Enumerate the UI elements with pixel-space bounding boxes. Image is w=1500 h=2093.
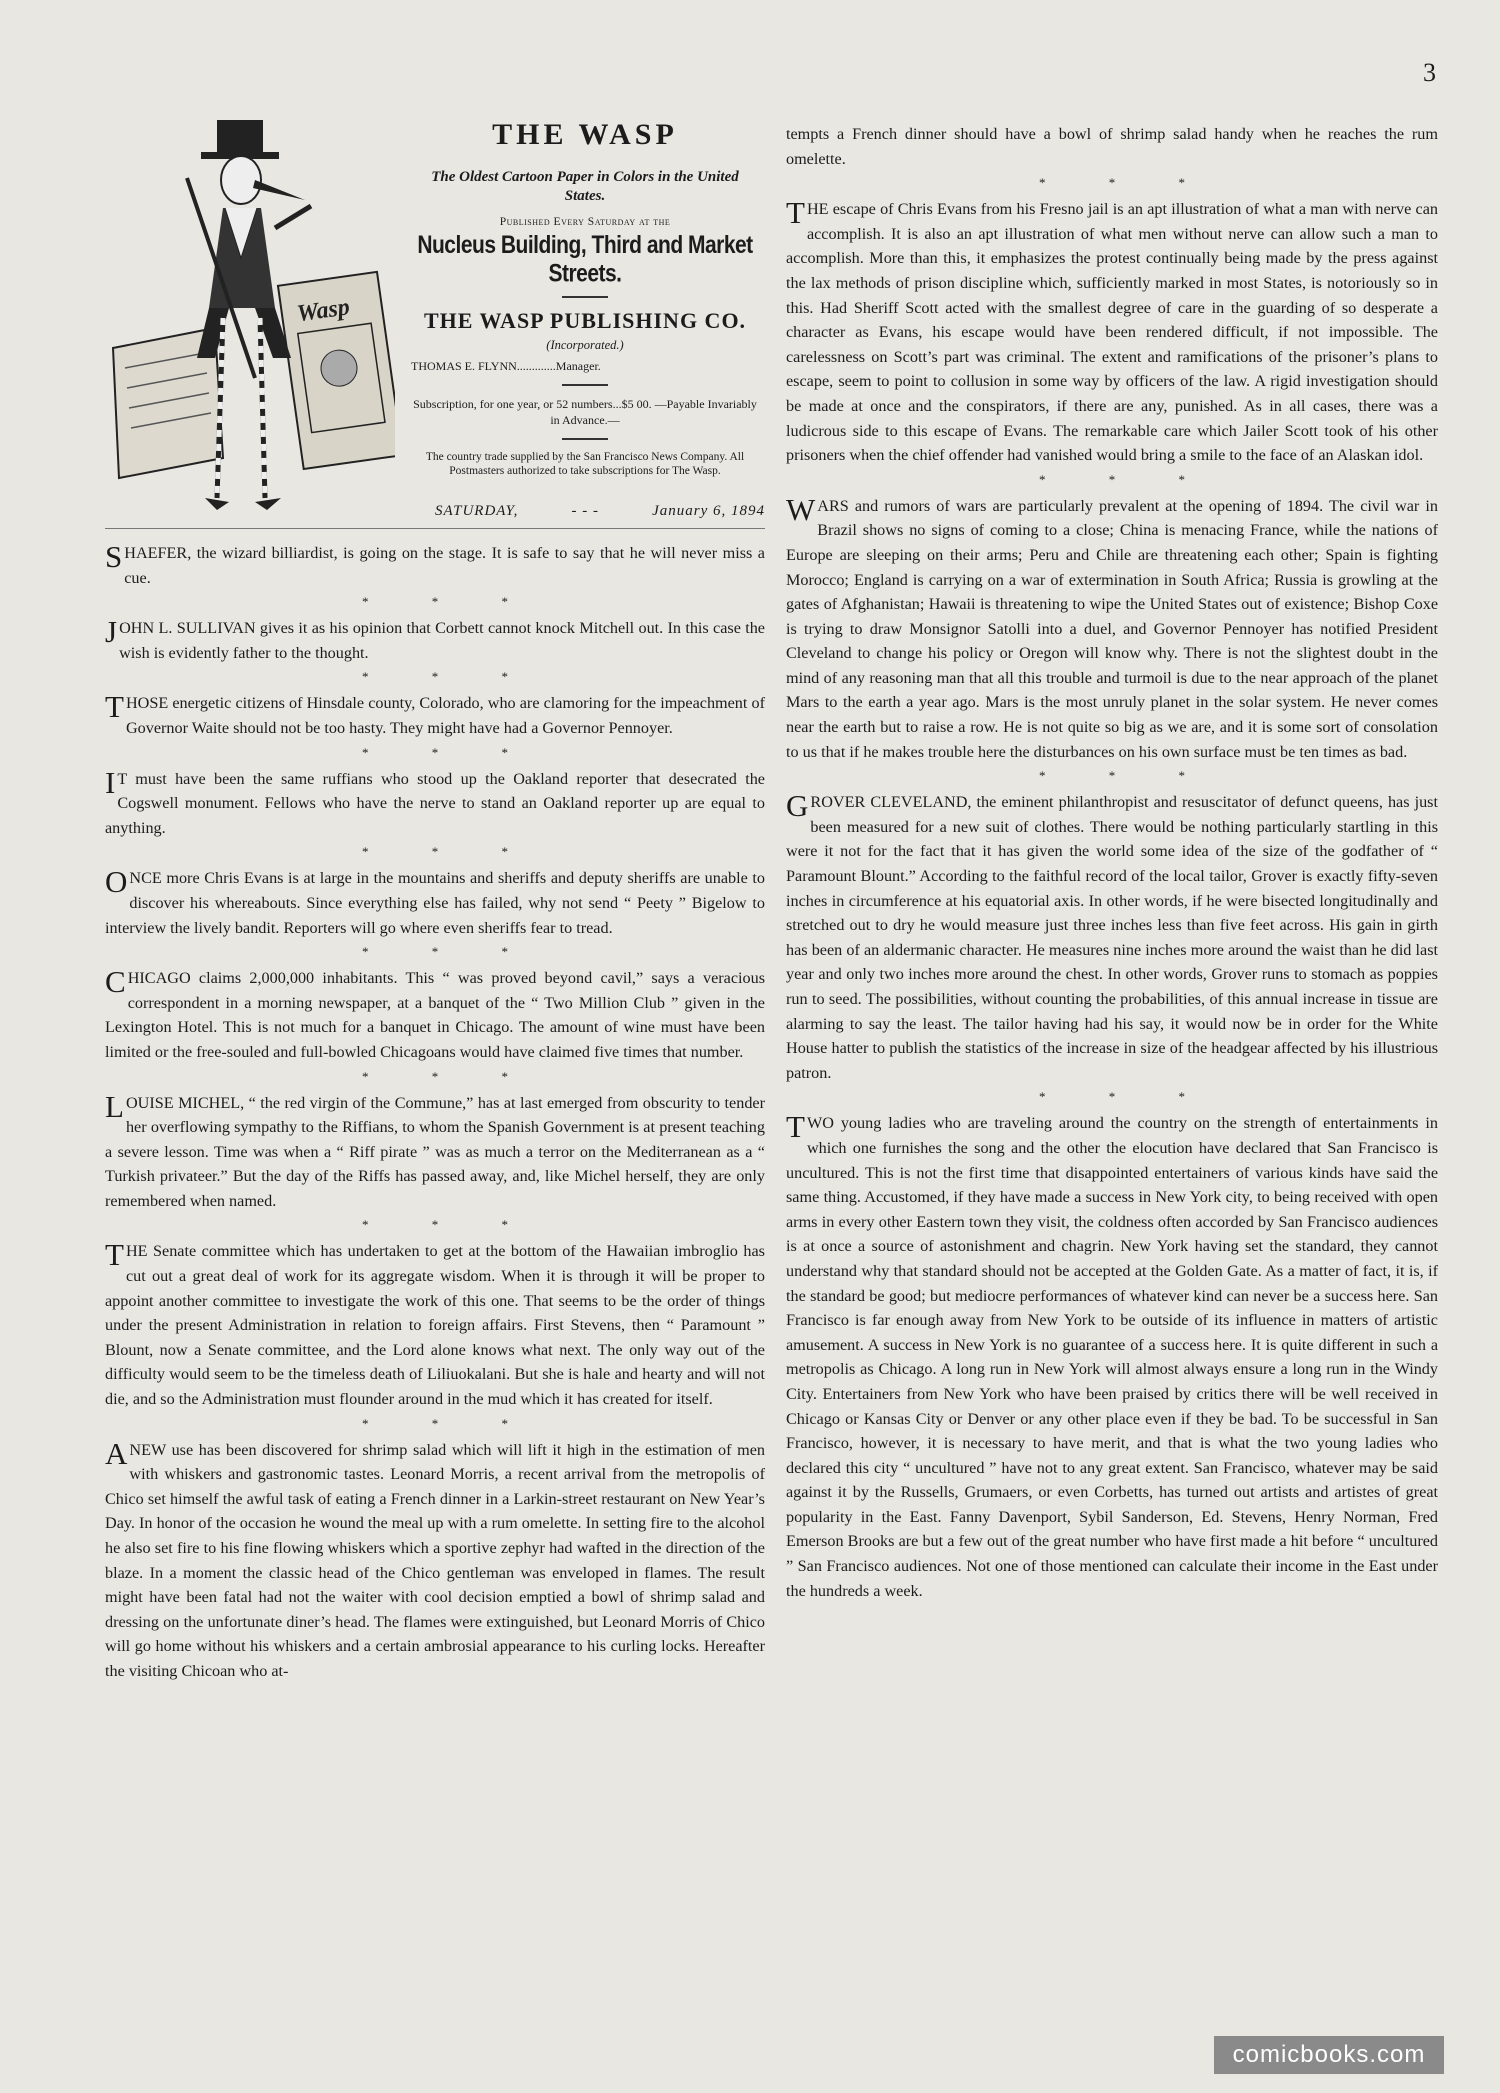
masthead-subscription: Subscription, for one year, or 52 numbers...$5 00. —Payable Invariably in Advance.—	[413, 397, 757, 427]
issue-date-value: January 6, 1894	[652, 503, 765, 519]
divider	[562, 296, 608, 298]
article-lead: ROVER CLEVELAND,	[810, 793, 972, 812]
article-text: escape of Chris Evans from his Fresno jail is an apt illustration of what a man with nerve can accomplish. It is also an apt illustration of what men without nerve can allow such a man to accomplish. More than this, it emphasizes the protest continually being made by the press against the lax methods of prison discipline which, sufficiently marked in most States, is notoriously so in this. Had Sheriff Scott acted with the smallest degree of care in the guarding of so desperate a character as Evans, his escape would have been rendered difficult, if not impossible. The carelessness on Scott’s part was criminal. The extent and ramifications of the prisoner’s plans to escape, seem to point to collusion in some way by officers of the law. A rigid investigation should be made at once and the conspirators, if there are any, punished. As in all cases, there was a ludicrous side to this escape of Evans. The remarkable care which Jailer Scott took of his other prisoners when the chief offender had vanished would bring a smile to the face of an Alaskan idol.	[786, 200, 1438, 465]
issue-date-dashes: - - -	[571, 503, 599, 519]
article-text: must have been the same ruffians who stood up the Oakland reporter that desecrated the Cogswell monument. Fellows who have the nerve to stand an Oakland reporter up are equal to anything.	[105, 769, 765, 837]
masthead-trade: The country trade supplied by the San Francisco News Company. All Postmasters authorized to take subscriptions for The Wasp.	[425, 451, 745, 477]
article-text: more Chris Evans is at large in the mountains and sheriffs and deputy sheriffs are unable to discover his whereabouts. Since everything else has failed, why not send “ Peety ” Bigelow to interview the lively bandit. Reporters will go where even sheriffs fear to tread.	[105, 869, 765, 937]
masthead	[105, 118, 765, 529]
drop-initial: G	[786, 788, 809, 824]
article-paragraph	[105, 541, 765, 590]
left-articles	[105, 541, 765, 1684]
masthead-company: THE WASP PUBLISHING CO.	[423, 308, 747, 333]
section-separator: * * *	[362, 744, 538, 760]
article-text: gives it as his opinion that Corbett cannot knock Mitchell out. In this case the wish is evidently father to the thought.	[119, 619, 765, 662]
masthead-text	[405, 118, 765, 484]
right-articles	[786, 173, 1438, 1603]
article-text: young ladies who are traveling around the country on the strength of entertainments in which one furnishes the song and the other the elocution have declared that San Francisco is uncultured. This is not the first time that disappointed entertainers of various kinds have said the same thing. Accustomed, if they have made a success in New York city, to being received with open arms in every other Eastern town they visit, the coldness often accorded by San Francisco audiences is at once a source of astonishment and chagrin. New York having set the standard, they cannot understand why that standard should not be accepted at the Golden Gate. As a matter of fact, it is, if the standard be good; but mediocre performances of whatever kind can never be a success here. San Francisco is far enough away from New York to be outside of its influence in matters of artistic amusement. A success in New York is no guarantee of a success here. It is quite different in such a metropolis as Chicago. A long run in New York will almost always ensure a long run in the Windy City. Entertainers from New York who have been praised by critics there will be well received in Chicago or Kansas City or Denver or any other place even if they be bad. To be successful in San Francisco, however, it is necessary to have merit, and that is what the two young ladies who declared this city “ uncultured ” have not to any great extent. San Francisco, whatever may be said against it by the Russells, Grumaers, or even Corbetts, has turned out artists and artistes of great popularity in the East. Fanny Davenport, Sybil Sanderson, Ed. Stevens, Henry Norman, Fred Emerson Brooks are but a few out of the great number who have first made a hit before “ uncultured ” San Francisco audiences. Not one of those mentioned can calculate their income in the East under the hundreds a week.	[786, 1114, 1438, 1600]
section-separator: * * *	[1039, 471, 1215, 487]
article-text: “ the red virgin of the Commune,” has at last emerged from obscurity to tender her overflowing sympathy to the Riffians, to whom the Spanish Government is at present teaching a severe lesson. Time was when a “ Riff pirate ” was as much a terror on the Mediterranean as a “ Turkish privateer.” But the day of the Riffs has passed away, and, like Michel herself, they are only remembered when named.	[105, 1093, 766, 1210]
issue-date-day: SATURDAY,	[435, 503, 519, 519]
section-separator: * * *	[1039, 1089, 1215, 1105]
section-separator: * * *	[362, 844, 538, 860]
masthead-address: Nucleus Building, Third and Market Streets.	[417, 231, 753, 288]
article-continuation: tempts a French dinner should have a bowl of shrimp salad handy when he reaches the rum omelette.	[786, 125, 1438, 168]
article-text: energetic citizens of Hinsdale county, Colorado, who are clamoring for the impeachment of Governor Waite should not be too hasty. They might have had a Governor Pennoyer.	[125, 694, 765, 737]
article-lead: ARS	[817, 496, 849, 515]
drop-initial: T	[105, 689, 124, 725]
drop-initial: L	[105, 1088, 124, 1124]
left-column	[105, 118, 765, 1684]
article-text: the eminent philanthropist and resuscitator of defunct queens, has just been measured for a new suit of clothes. There would be nothing particularly startling in this were it not for the fact that it has given the world some idea of the size of the godfather of “ Paramount Blount.” According to the faithful record of the local tailor, Grover is exactly fifty-seven inches in circumference at his equatorial axis. In other words, if he were bisected longitudinally and stretched out to dry he would measure just three inches less than five feet across. His gain in girth has been of an aldermanic character. He measures nine inches more around the waist than he did last year and only two inches more around the chest. In other words, Grover runs to stomach as poppies run to seed. The possibilities, without counting the probabilities, of this annual increase in tissue are alarming to say the least. The tailor having had his say, it would now be in order for the White House hatter to publish the statistics of the increase in size of the headgear affected by his illustrious patron.	[786, 793, 1438, 1082]
article-paragraph	[105, 1435, 765, 1684]
section-separator: * * *	[362, 1217, 538, 1233]
divider	[562, 384, 608, 386]
drop-initial: S	[105, 539, 123, 574]
divider	[562, 438, 608, 440]
article-paragraph	[786, 197, 1438, 468]
article-lead: HICAGO	[127, 969, 191, 988]
article-text: the wizard billiardist, is going on the stage. It is safe to say that he will never miss a cue.	[124, 544, 765, 587]
right-column	[786, 122, 1438, 1603]
svg-text:Wasp: Wasp	[295, 294, 352, 328]
issue-date	[435, 503, 765, 520]
article-lead: OUISE MICHEL,	[125, 1093, 245, 1112]
drop-initial: W	[786, 491, 816, 527]
drop-initial: T	[105, 1237, 124, 1273]
article-paragraph	[786, 790, 1438, 1085]
masthead-manager: THOMAS E. FLYNN.............Manager.	[411, 359, 601, 373]
article-text: and rumors of wars are particularly prevalent at the opening of 1894. The civil war in Brazil shows no signs of coming to a close; China is menacing France, while the nations of Europe are sleeping on their arms; Peru and Chile are threatening each other; Spain is fighting Morocco; England is carrying on a war of extermination in South Africa; Russia is growling at the gates of Afghanistan; Hawaii is threatening to wipe the United States out of existence; Bishop Coxe is trying to draw Monsignor Satolli into a duel, and Governor Pennoyer has notified President Cleveland to change his policy or Oregon will know why. There is not the slightest doubt in the mind of any reasoning man that all this trouble and turmoil is due to the near approach of the planet Mars to the earth a year ago. Mars is the most unruly planet in the solar system. He never comes near the earth but to raise a row. He is not quite so big as we are, and it is some sort of consolation to us that if he makes trouble here the disturbances on his own surface must be ten times as bad.	[786, 496, 1438, 761]
article-paragraph	[105, 866, 765, 940]
article-paragraph	[786, 491, 1438, 765]
wasp-mascot-cartoon	[105, 118, 395, 518]
drop-initial: T	[786, 195, 805, 231]
masthead-tagline: The Oldest Cartoon Paper in Colors in the United States.	[431, 169, 739, 204]
article-paragraph	[105, 1239, 765, 1411]
article-lead: HAEFER,	[124, 544, 192, 562]
article-paragraph	[105, 616, 765, 665]
article-lead: NEW	[129, 1440, 166, 1459]
watermark: comicbooks.com	[1214, 2036, 1444, 2074]
article-text: Senate committee which has undertaken to get at the bottom of the Hawaiian imbroglio has cut out a great deal of work for its aggregate wisdom. When it is through it will be proper to appoint another committee to investigate the work of this one. That seems to be the order of things under the present Administration in relation to foreign affairs. First Stevens, then “ Paramount ” Blount, now a Senate committee, and the Lord alone knows what next. The only way out of the difficulty would seem to be the timeless death of Liliuokalani. But she is hale and hearty and will not die, and so the Administration must flounder around in the mud which it has created for itself.	[105, 1242, 765, 1409]
article-lead: HE	[125, 1242, 148, 1261]
drop-initial: A	[105, 1435, 128, 1471]
article-lead: NCE	[129, 869, 162, 888]
section-separator: * * *	[362, 594, 538, 610]
article-paragraph	[105, 1088, 766, 1214]
article-paragraph	[105, 691, 765, 740]
drop-initial: J	[105, 614, 118, 650]
page-number: 3	[1423, 58, 1436, 87]
article-paragraph	[105, 966, 765, 1064]
article-text: use has been discovered for shrimp salad which will lift it high in the estimation of men with whiskers and gastronomic tastes. Leonard Morris, a recent arrival from the metropolis of Chico set himself the awful task of eating a French dinner in a Larkin-street restaurant on New Year’s Day. In honor of the occasion he wound the meal up with a rum omelette. In setting fire to the alcohol he also set fire to his fine flowing whiskers which a sportive zephyr had wafted in the direction of the blaze. In a moment the classic head of the Chico gentleman was enveloped in flames. The result might have been fatal had not the waiter with cool decision emptied a bowl of shrimp salad and dressing on the unfortunate diner’s head. The flames were extinguished, but Leonard Morris of Chico will go home without his whiskers and a certain ambrosial appearance to his curling locks. Hereafter the visiting Chicoan who at-	[105, 1440, 765, 1680]
section-separator: * * *	[1039, 768, 1215, 784]
section-separator: * * *	[362, 1415, 538, 1431]
section-separator: * * *	[362, 1068, 538, 1084]
article-lead: T	[117, 769, 127, 788]
drop-initial: I	[105, 764, 116, 800]
section-separator: * * *	[362, 669, 538, 685]
article-lead: OHN L. SULLIVAN	[119, 619, 256, 638]
article-text: claims 2,000,000 inhabitants. This “ was proved beyond cavil,” says a veracious correspondent in a morning newspaper, at a banquet of the “ Two Million Club ” given in the Lexington Hotel. This is not much for a banquet in Chicago. The amount of wine must have been limited or the free-souled and full-bowled Chicagoans would have claimed five times that number.	[105, 969, 765, 1061]
drop-initial: O	[105, 864, 128, 900]
article-lead: WO	[806, 1114, 834, 1133]
masthead-title: THE WASP	[492, 118, 678, 151]
article-paragraph	[105, 764, 765, 841]
article-lead: HOSE	[125, 694, 169, 713]
article-paragraph	[786, 1111, 1438, 1603]
drop-initial: T	[786, 1109, 805, 1145]
masthead-incorporated: (Incorporated.)	[546, 338, 624, 352]
article-lead: HE	[806, 200, 829, 219]
masthead-published: Published Every Saturday at the	[499, 216, 671, 228]
section-separator: * * *	[1039, 175, 1215, 191]
section-separator: * * *	[362, 944, 538, 960]
drop-initial: C	[105, 964, 126, 1000]
